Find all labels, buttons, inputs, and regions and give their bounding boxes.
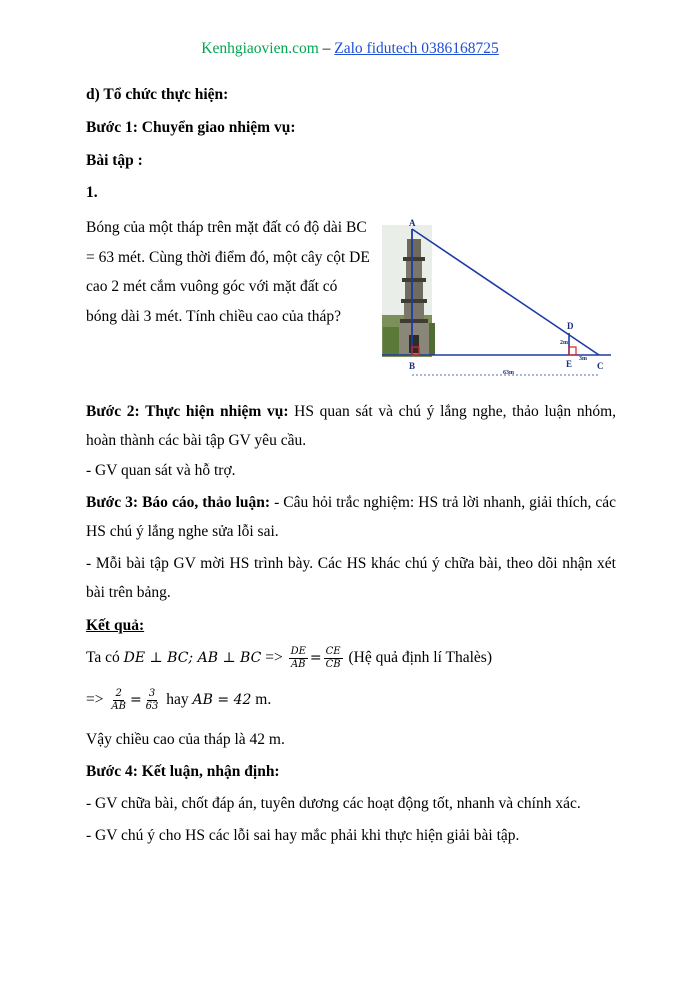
step4-item1: - GV chữa bài, chốt đáp án, tuyên dương các hoạt động tốt, nhanh và chính xác. bbox=[86, 795, 581, 812]
label-de-length: 2m bbox=[560, 340, 568, 346]
tower-figure bbox=[379, 215, 615, 380]
label-point-b: B bbox=[409, 361, 416, 371]
section-title: d) Tổ chức thực hiện: bbox=[86, 86, 229, 103]
result-line2-suffix: m. bbox=[251, 691, 272, 709]
step2-title: Bước 2: Thực hiện nhiệm vụ: bbox=[86, 403, 289, 420]
zalo-link[interactable]: Zalo fidutech 0386168725 bbox=[334, 40, 499, 57]
result-line1-suffix: (Hệ quả định lí Thalès) bbox=[344, 649, 492, 667]
step3-text: - Câu hỏi trắc nghiệm: HS trả lời nhanh, giải thích, các HS chú ý lắng nghe sửa lỗi sai. bbox=[86, 494, 616, 540]
figure-svg bbox=[379, 215, 615, 380]
segment-ac bbox=[412, 229, 599, 355]
step3-note: - Mỗi bài tập GV mời HS trình bày. Các HS khác chú ý chữa bài, theo dõi nhận xét bài trên bảng. bbox=[86, 555, 616, 601]
step4-title: Bước 4: Kết luận, nhận định: bbox=[86, 763, 280, 780]
label-ec-length: 3m bbox=[579, 356, 587, 362]
exercise-number: 1. bbox=[86, 184, 98, 201]
result-line2-math: AB = 42 bbox=[192, 692, 252, 709]
step2-paragraph bbox=[86, 397, 616, 455]
site-name: Kenhgiaovien.com bbox=[201, 40, 319, 57]
result-conclusion: Vậy chiều cao của tháp là 42 m. bbox=[86, 731, 285, 748]
equals-sign-1: = bbox=[309, 650, 322, 667]
fraction-3-63: $\frac{3}{63}$ bbox=[145, 688, 159, 712]
step4-item2: - GV chú ý cho HS các lỗi sai hay mắc phải khi thực hiện giải bài tập. bbox=[86, 827, 520, 844]
header-separator: – bbox=[318, 40, 335, 57]
label-point-c: C bbox=[597, 361, 604, 371]
step3-paragraph bbox=[86, 488, 616, 546]
result-line1-math: DE ⊥ BC; AB ⊥ BC bbox=[123, 650, 262, 667]
label-point-e: E bbox=[566, 359, 573, 369]
result-line1-prefix: Ta có bbox=[86, 649, 124, 667]
exercise-label: Bài tập : bbox=[86, 152, 143, 169]
right-angle-e bbox=[569, 347, 576, 355]
step2-support: - GV quan sát và hỗ trợ. bbox=[86, 462, 236, 479]
result-line2 bbox=[86, 688, 271, 713]
result-line1 bbox=[86, 646, 492, 671]
fraction-ce-cb: $\frac{CE}{CB}$ bbox=[325, 646, 341, 670]
fraction-2-ab: $\frac{2}{AB}$ bbox=[111, 688, 126, 712]
problem-text: Bóng của một tháp trên mặt đất có độ dài BC = 63 mét. Cùng thời điểm đó, một cây cột DE cao 2 mét cắm vuông góc với mặt đất có bóng dài 3 mét. Tính chiều cao của tháp? bbox=[86, 219, 370, 325]
step1-title: Bước 1: Chuyển giao nhiệm vụ: bbox=[86, 119, 296, 136]
result-line1-arrow: => bbox=[261, 649, 287, 667]
step3-title: Bước 3: Báo cáo, thảo luận: bbox=[86, 494, 271, 511]
step2-text: HS quan sát và chú ý lắng nghe, thảo luận nhóm, hoàn thành các bài tập GV yêu cầu. bbox=[86, 403, 617, 449]
result-line2-mid: hay bbox=[162, 691, 193, 709]
fraction-de-ab: $\frac{DE}{AB}$ bbox=[290, 646, 306, 670]
equals-sign-2: = bbox=[129, 692, 142, 709]
result-line2-arrow: => bbox=[86, 691, 108, 709]
result-title: Kết quả: bbox=[86, 617, 145, 634]
label-bc-length: 63m bbox=[503, 370, 514, 376]
label-point-a: A bbox=[409, 218, 416, 228]
label-point-d: D bbox=[567, 321, 574, 331]
page-header bbox=[0, 40, 700, 58]
